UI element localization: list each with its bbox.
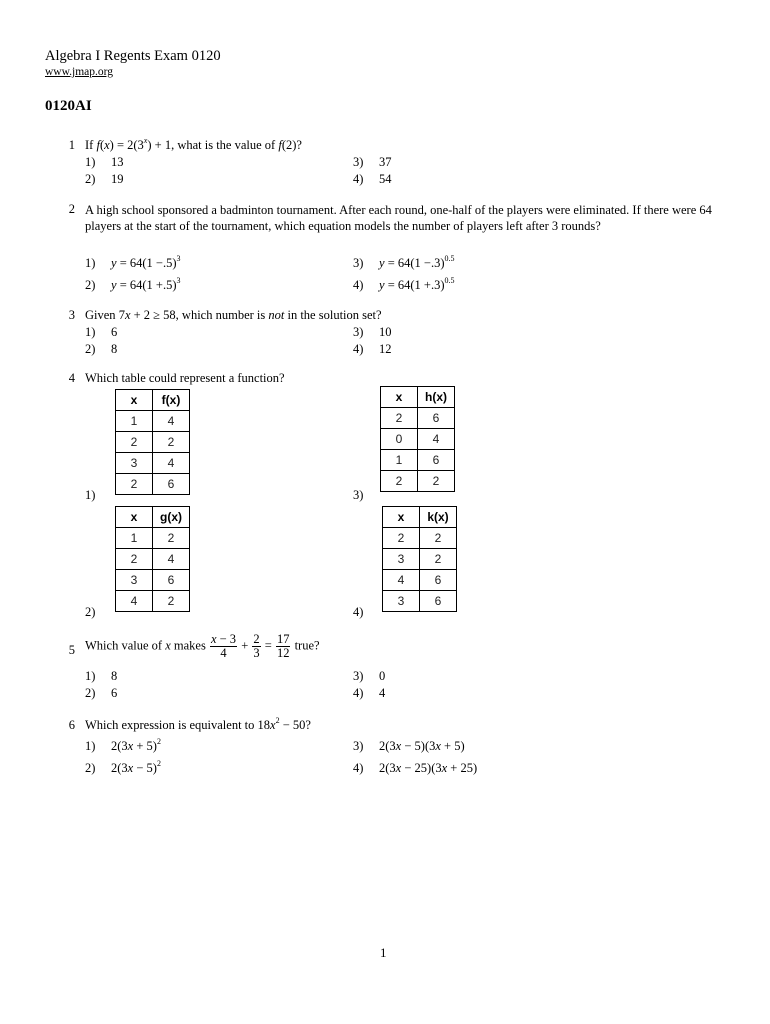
choice-4[interactable]: 4) $y = 64(1 +.3)^{0.5}$ [353,276,455,292]
table-header-cell: x [383,507,420,528]
function-table-k[interactable] [382,506,457,612]
table-cell: 2 [153,591,190,612]
table-header-cell: g(x) [153,507,190,528]
table-header-row [116,507,190,528]
table-cell: 2 [116,432,153,453]
table-cell: 4 [153,549,190,570]
table-cell: 2 [418,471,455,492]
choice-1[interactable]: 1) 8 [85,669,118,683]
table-row [116,528,190,549]
table-cell: 0 [381,429,418,450]
choice-1[interactable]: 1) $2(3x + 5)^2$ [85,737,161,753]
choice-2[interactable]: 2) $y = 64(1 +.5)^3$ [85,276,181,292]
choice-3[interactable]: 3) 10 [353,325,392,339]
website-link[interactable]: www.jmap.org [45,66,114,78]
table-header-row [383,507,457,528]
table-row [116,474,190,495]
choice-1[interactable]: 1) $y = 64(1 -.5)^3$ [85,254,181,270]
table-cell: 1 [116,411,153,432]
choice-1[interactable]: 1) 13 [85,155,124,169]
table-row [116,453,190,474]
table-header-cell: x [116,507,153,528]
choice-3[interactable]: 3) $y = 64(1 -.3)^{0.5}$ [353,254,455,270]
table-header-cell: f(x) [153,390,190,411]
page-number: 1 [380,945,387,960]
choice-3[interactable]: 3) 0 [353,669,386,683]
table-cell: 4 [383,570,420,591]
table-cell: 2 [381,408,418,429]
table-header-row [116,390,190,411]
table-cell: 1 [381,450,418,471]
table-row [383,549,457,570]
question-stem: Which expression is equivalent to $18x^2 - 50$? [85,716,311,732]
table-row [383,528,457,549]
table-cell: 6 [420,591,457,612]
table-row [383,570,457,591]
table-header-cell: h(x) [418,387,455,408]
table-cell: 4 [153,453,190,474]
table-cell: 3 [116,453,153,474]
table-cell: 2 [381,471,418,492]
choice-1-label[interactable]: 1) [85,488,96,502]
table-header-cell: x [381,387,418,408]
choice-2[interactable]: 2) 19 [85,172,124,186]
table-cell: 6 [418,408,455,429]
table-cell: 4 [418,429,455,450]
table-cell: 6 [418,450,455,471]
table-cell: 3 [116,570,153,591]
choice-4[interactable]: 4) 54 [353,172,392,186]
table-cell: 1 [116,528,153,549]
question-stem: A high school sponsored a badminton tournament. After each round, one-half of the players were eliminated. If there were 64 players at the start of the tournament, which equation models the number of players left after 3 rounds? [85,203,712,233]
function-table-f[interactable] [115,389,190,495]
choice-4-label[interactable]: 4) [353,605,364,619]
table-cell: 6 [153,474,190,495]
choice-2[interactable]: 2) 8 [85,342,118,356]
choice-4[interactable]: 4) 2(3x − 25)(3x + 25) [353,761,478,775]
table-cell: 4 [116,591,153,612]
question-number: 2 [68,202,75,216]
question-stem: If $f(x) = 2(3^x) + 1$, what is the value of f(2)? [85,136,302,152]
question-stem: Which value of x makes $\frac{x - 3}{4}$ + $\frac{2}{3}$ = $\frac{17}{12}$ true? [85,632,320,660]
table-cell: 2 [116,474,153,495]
table-cell: 3 [383,549,420,570]
table-cell: 2 [383,528,420,549]
choice-1[interactable]: 1) 6 [85,325,118,339]
table-cell: 2 [420,528,457,549]
question-number: 1 [68,138,75,152]
table-row [383,591,457,612]
table-cell: 2 [420,549,457,570]
function-table-g[interactable] [115,506,190,612]
table-row [381,450,455,471]
table-row [116,591,190,612]
table-row [116,549,190,570]
table-cell: 4 [153,411,190,432]
choice-4[interactable]: 4) 4 [353,686,386,700]
table-row [381,471,455,492]
question-stem: Given 7x + 2 ≥ 58, which number is not in the solution set? [85,308,382,322]
table-header-cell: x [116,390,153,411]
table-cell: 6 [153,570,190,591]
choice-2[interactable]: 2) $2(3x - 5)^2$ [85,759,161,775]
choice-4[interactable]: 4) 12 [353,342,392,356]
question-number: 6 [68,718,75,732]
table-row [116,432,190,453]
table-row [116,570,190,591]
choice-2-label[interactable]: 2) [85,605,96,619]
document-title: Algebra I Regents Exam 0120 [45,48,221,64]
table-row [381,408,455,429]
choice-3-label[interactable]: 3) [353,488,364,502]
choice-3[interactable]: 3) 2(3x − 5)(3x + 5) [353,739,465,753]
table-cell: 3 [383,591,420,612]
table-cell: 2 [153,528,190,549]
choice-3[interactable]: 3) 37 [353,155,392,169]
choice-2[interactable]: 2) 6 [85,686,118,700]
table-row [381,429,455,450]
table-header-row [381,387,455,408]
table-cell: 2 [153,432,190,453]
question-number: 3 [68,308,75,322]
question-stem: Which table could represent a function? [85,371,285,385]
table-cell: 6 [420,570,457,591]
function-table-h[interactable] [380,386,455,492]
table-header-cell: k(x) [420,507,457,528]
table-row [116,411,190,432]
exam-code: 0120AI [45,98,92,114]
question-number: 4 [68,371,75,385]
question-number: 5 [68,643,75,657]
table-cell: 2 [116,549,153,570]
